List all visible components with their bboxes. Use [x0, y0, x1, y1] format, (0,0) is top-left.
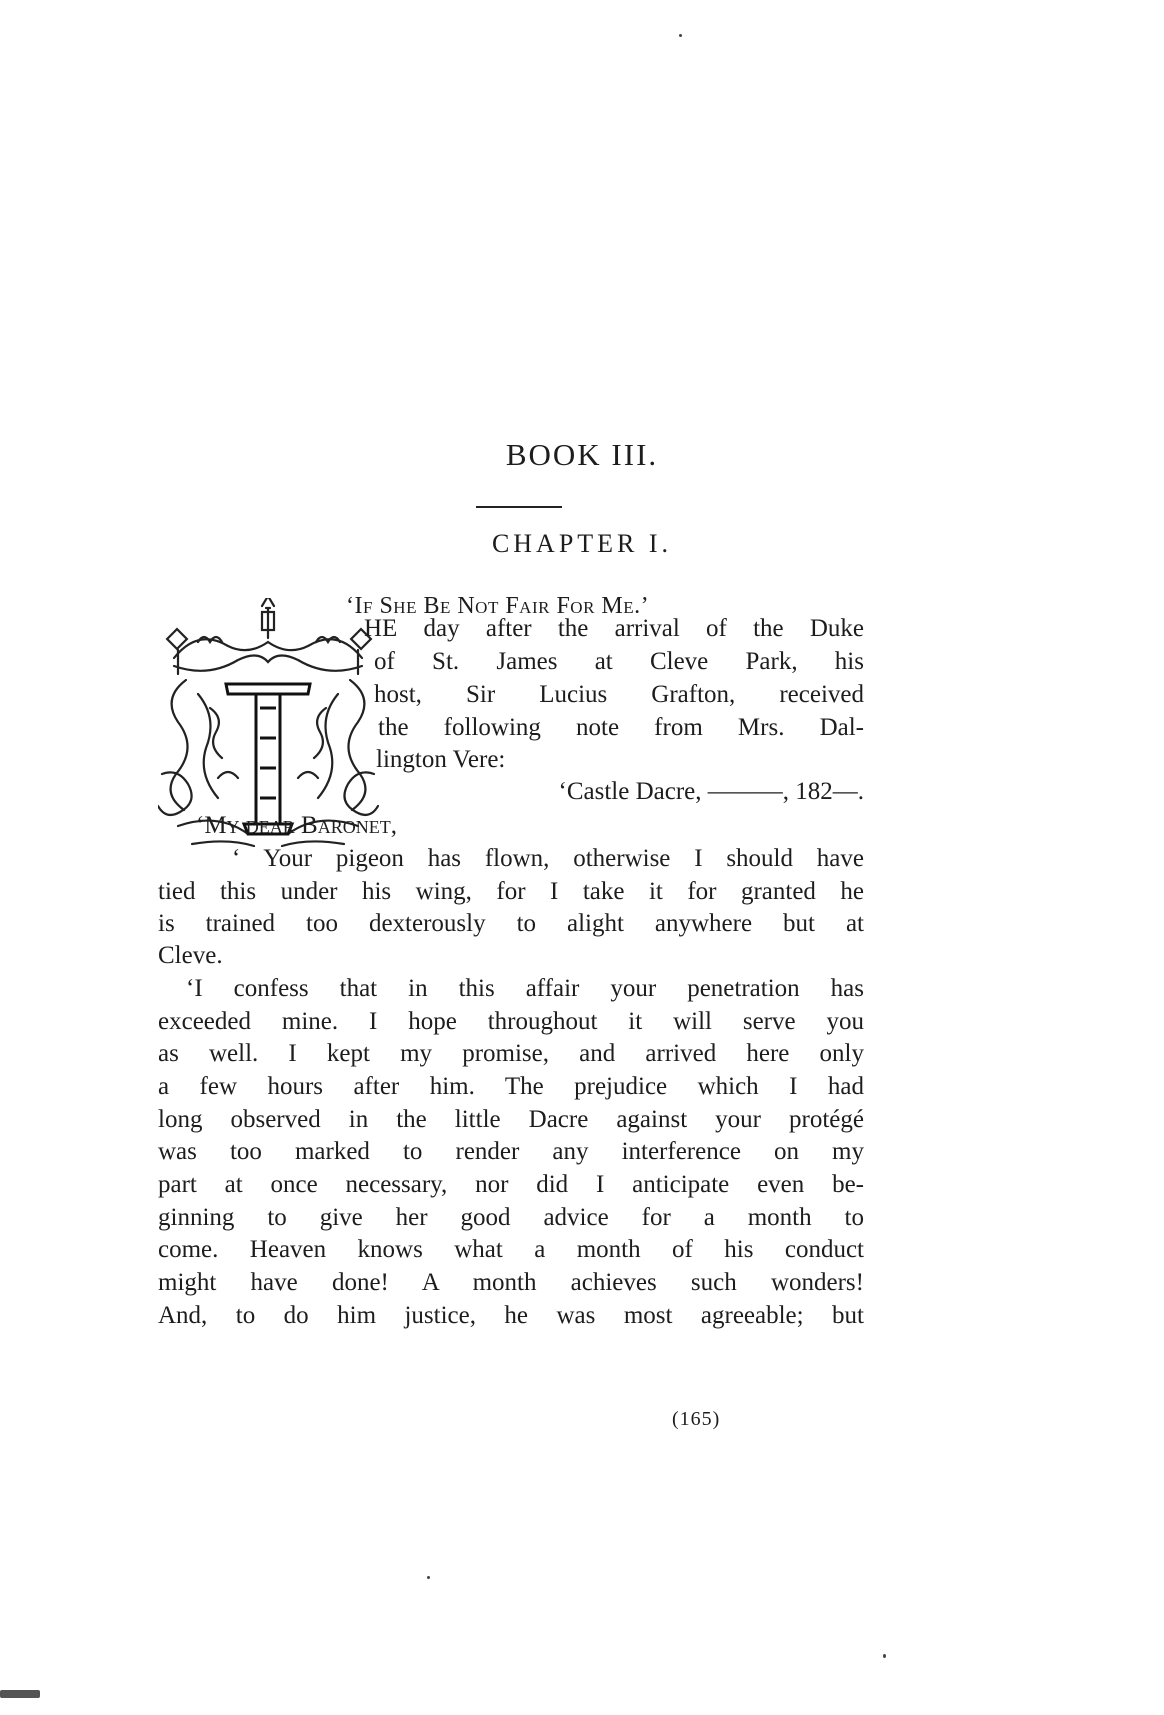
scan-speck: [679, 34, 682, 37]
text-line: host, Sir Lucius Grafton, received: [374, 681, 864, 708]
scan-edge-artifact: [0, 1690, 40, 1698]
chapter-title: CHAPTER I.: [491, 529, 673, 558]
text-line: ‘ Your pigeon has flown, otherwise I should have: [232, 845, 864, 872]
text-line: exceeded mine. I hope throughout it will serve you: [158, 1008, 864, 1035]
text-line: Cleve.: [158, 942, 223, 969]
book-title: BOOK III.: [505, 437, 659, 472]
text-line: ‘I confess that in this affair your penetration has: [186, 975, 864, 1002]
text-line: come. Heaven knows what a month of his conduct: [158, 1236, 864, 1263]
dateline: ‘Castle Dacre, ———, 182—.: [558, 778, 864, 805]
salutation: ‘My dear Baronet,: [196, 812, 397, 839]
text-line: as well. I kept my promise, and arrived here only: [158, 1040, 864, 1067]
text-line: And, to do him justice, he was most agreeable; but: [158, 1302, 864, 1329]
text-line: ginning to give her good advice for a month to: [158, 1204, 864, 1231]
text-line: a few hours after him. The prejudice which I had: [158, 1073, 864, 1100]
text-line: the following note from Mrs. Dal-: [378, 714, 864, 741]
text-line: part at once necessary, nor did I anticipate even be-: [158, 1171, 864, 1198]
scan-speck: [883, 1654, 886, 1658]
page-number: (165): [672, 1408, 721, 1430]
text-line: might have done! A month achieves such wonders!: [158, 1269, 864, 1296]
text-line: is trained too dexterously to alight anywhere but at: [158, 910, 864, 937]
chapter-subtitle: ‘If She Be Not Fair For Me.’: [346, 593, 650, 619]
text-line: HE day after the arrival of the Duke: [364, 615, 864, 642]
text-line: lington Vere:: [376, 746, 506, 773]
text-line: of St. James at Cleve Park, his: [374, 648, 864, 675]
scan-speck: [427, 1576, 430, 1579]
text-line: was too marked to render any interference on my: [158, 1138, 864, 1165]
text-line: long observed in the little Dacre against your protégé: [158, 1106, 864, 1133]
text-line: tied this under his wing, for I take it for granted he: [158, 878, 864, 905]
title-divider: [476, 506, 562, 508]
